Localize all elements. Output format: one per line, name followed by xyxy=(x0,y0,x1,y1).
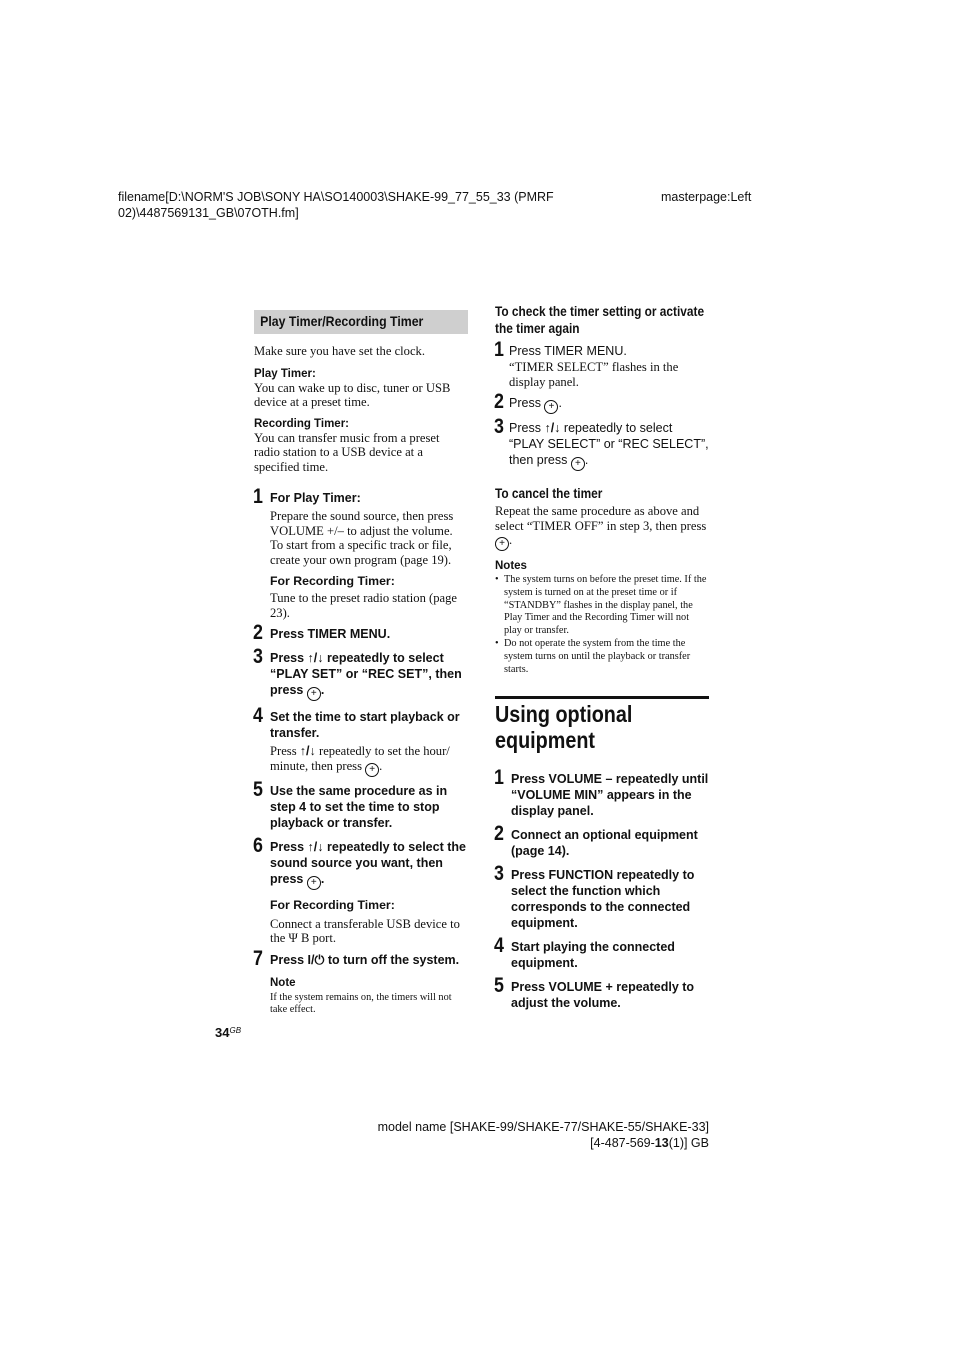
step-body-b: repeatedly to set the hour/ minute, then press xyxy=(270,744,450,773)
page-number-suffix: GB xyxy=(229,1026,242,1035)
notes-label: Notes xyxy=(495,560,527,572)
intro-text: Make sure you have set the clock. xyxy=(254,344,426,358)
step-title-b: to turn off the system. xyxy=(327,952,460,967)
step-text-a: Press xyxy=(509,396,541,410)
timer-step-4 xyxy=(253,704,468,777)
step-sub-body xyxy=(270,917,468,946)
step-text xyxy=(509,395,709,414)
page-number xyxy=(215,1025,241,1040)
step-title: Set the time to start playback or transfer. xyxy=(270,710,460,740)
step-sub-body-a: Connect a transferable USB device to the xyxy=(270,916,460,945)
step-number: 6 xyxy=(253,833,263,857)
step-body: Prepare the sound source, then press VOLUME +/– to adjust the volume. To start from a specific track or file, create your own program (page 19). xyxy=(270,509,454,567)
usb-icon: Ψ xyxy=(288,931,298,945)
step-text-b: repeatedly to select “PLAY SELECT” or “REC SELECT”, then press xyxy=(509,421,709,467)
enter-button-icon: + xyxy=(365,763,379,777)
step-title-a: Press xyxy=(270,651,305,665)
power-icon: I/⏻ xyxy=(307,952,325,967)
step-number: 1 xyxy=(253,485,263,508)
cancel-text-a: Repeat the same procedure as above and select “TIMER OFF” in step 3, then press xyxy=(495,504,707,533)
model-code-line xyxy=(590,1135,709,1151)
note-item: • The system turns on before the preset time. If the system is turned on at the preset time or if “STANDBY” flashes in the display panel, the Play Timer and the Recording Timer will not play or transfer. xyxy=(495,574,709,638)
step-number: 2 xyxy=(253,621,263,644)
optional-equipment-title xyxy=(495,701,719,753)
check-step-3 xyxy=(494,415,709,471)
step-sub-label: For Recording Timer: xyxy=(270,897,395,912)
cancel-timer-text xyxy=(495,504,709,551)
step-number: 4 xyxy=(253,704,263,727)
masterpage-label: masterpage:Left xyxy=(661,190,752,204)
step-sub-body-b: B port. xyxy=(301,931,336,945)
step-text-a: Press xyxy=(509,421,541,435)
step-text: Press VOLUME – repeatedly until “VOLUME MIN” appears in the display panel. xyxy=(511,772,709,818)
step-number: 3 xyxy=(494,862,504,885)
step-body-a: Press xyxy=(270,744,297,758)
enter-button-icon: + xyxy=(571,457,585,471)
step-sub-label: For Recording Timer: xyxy=(270,574,395,588)
filename-line-2: 02)\4487569131_GB\07OTH.fm] xyxy=(118,206,299,220)
play-timer-text: You can wake up to disc, tuner or USB device at a preset time. xyxy=(254,380,451,409)
step-text-end: . xyxy=(558,396,562,410)
up-down-arrow-icon: ↑/↓ xyxy=(307,839,324,854)
step-title-end: . xyxy=(320,683,325,697)
page-number-value: 34 xyxy=(215,1025,230,1040)
filename-line-1: filename[D:\NORM'S JOB\SONY HA\SO140003\SHAKE-99_77_55_33 (PMRF xyxy=(118,190,554,204)
recording-timer-label: Recording Timer: xyxy=(254,417,349,430)
optional-step-2 xyxy=(494,822,709,859)
section-title: Play Timer/Recording Timer xyxy=(260,313,424,329)
enter-button-icon: + xyxy=(495,537,509,551)
timer-step-1 xyxy=(253,485,468,620)
step-text: Press FUNCTION repeatedly to select the function which corresponds to the connected equipment. xyxy=(511,868,695,930)
check-step-1 xyxy=(494,338,709,389)
model-code-bold: 13 xyxy=(654,1136,669,1150)
model-name-line: model name [SHAKE-99/SHAKE-77/SHAKE-55/SHAKE-33] xyxy=(377,1120,709,1134)
step-number: 1 xyxy=(494,766,504,789)
step-title-b: repeatedly to select “PLAY SET” or “REC SET”, then press xyxy=(270,651,462,697)
step-number: 5 xyxy=(253,777,263,801)
timer-step-3 xyxy=(253,645,468,701)
enter-button-icon: + xyxy=(307,876,321,890)
step-title-b: repeatedly to select the sound source you want, then press xyxy=(270,839,466,886)
step-title: Press TIMER MENU. xyxy=(270,627,391,641)
timer-step-6 xyxy=(253,833,468,946)
timer-step-5 xyxy=(253,777,468,831)
enter-button-icon: + xyxy=(544,400,558,414)
right-column xyxy=(495,303,709,676)
step-title xyxy=(270,952,468,968)
step-body xyxy=(270,744,468,777)
up-down-arrow-icon: ↑/↓ xyxy=(299,744,316,758)
notes-list xyxy=(495,574,709,676)
step-body: “TIMER SELECT” flashes in the display panel. xyxy=(509,360,679,389)
up-down-arrow-icon: ↑/↓ xyxy=(544,421,561,435)
step-text: Press TIMER MENU. xyxy=(509,344,627,358)
step-title xyxy=(270,650,468,701)
timer-step-2 xyxy=(253,621,468,644)
optional-step-5 xyxy=(494,974,709,1011)
timer-step-7 xyxy=(253,946,468,970)
step-text xyxy=(509,420,709,471)
play-timer-label: Play Timer: xyxy=(254,367,316,380)
note-label: Note xyxy=(270,976,296,989)
check-step-2 xyxy=(494,390,709,414)
step-text: Connect an optional equipment (page 14). xyxy=(511,828,698,858)
optional-step-4 xyxy=(494,934,709,971)
enter-button-icon: + xyxy=(307,687,321,701)
model-code-b: (1)] GB xyxy=(668,1136,709,1150)
optional-step-3 xyxy=(494,862,709,931)
optional-steps xyxy=(494,766,709,1011)
step-title-a: Press xyxy=(270,839,305,854)
step-text-end: . xyxy=(584,453,589,467)
step-body-end: . xyxy=(379,758,383,773)
check-timer-heading: To check the timer setting or activate the timer again xyxy=(495,304,705,336)
optional-equipment-rule xyxy=(495,696,709,699)
note-item: • Do not operate the system from the time the system turns on until the playback or transfer starts. xyxy=(495,638,709,676)
step-number: 2 xyxy=(494,822,504,845)
left-column xyxy=(254,310,468,1017)
model-code-a: [4-487-569- xyxy=(590,1136,655,1150)
optional-step-1 xyxy=(494,766,709,819)
step-text: Start playing the connected equipment. xyxy=(511,940,675,970)
recording-timer-text: You can transfer music from a preset radio station to a USB device at a specified time. xyxy=(254,430,440,474)
cancel-text-end: . xyxy=(509,533,513,547)
step-text: Press VOLUME + repeatedly to adjust the volume. xyxy=(511,980,695,1010)
step-number: 1 xyxy=(494,338,504,361)
optional-title-line-2: equipment xyxy=(495,727,596,753)
step-number: 3 xyxy=(253,645,263,668)
step-number: 4 xyxy=(494,934,504,957)
step-number: 2 xyxy=(494,390,504,413)
step-title: For Play Timer: xyxy=(270,491,361,505)
step-title: Use the same procedure as in step 4 to set the time to stop playback or transfer. xyxy=(270,783,448,830)
step-number: 7 xyxy=(253,946,263,970)
step-sub-body: Tune to the preset radio station (page 23). xyxy=(270,591,457,620)
cancel-timer-heading: To cancel the timer xyxy=(495,486,603,501)
note-block xyxy=(254,976,468,1018)
step-number: 5 xyxy=(494,974,504,997)
step-number: 3 xyxy=(494,415,504,438)
optional-equipment-section xyxy=(495,701,709,1011)
step-title-a: Press xyxy=(270,952,305,967)
step-title-end: . xyxy=(320,871,325,886)
up-down-arrow-icon: ↑/↓ xyxy=(307,651,324,665)
note-text: If the system remains on, the timers will not take effect. xyxy=(270,991,452,1016)
optional-title-line-1: Using optional xyxy=(495,701,633,727)
section-title-bar xyxy=(254,310,468,334)
step-title xyxy=(270,839,468,890)
